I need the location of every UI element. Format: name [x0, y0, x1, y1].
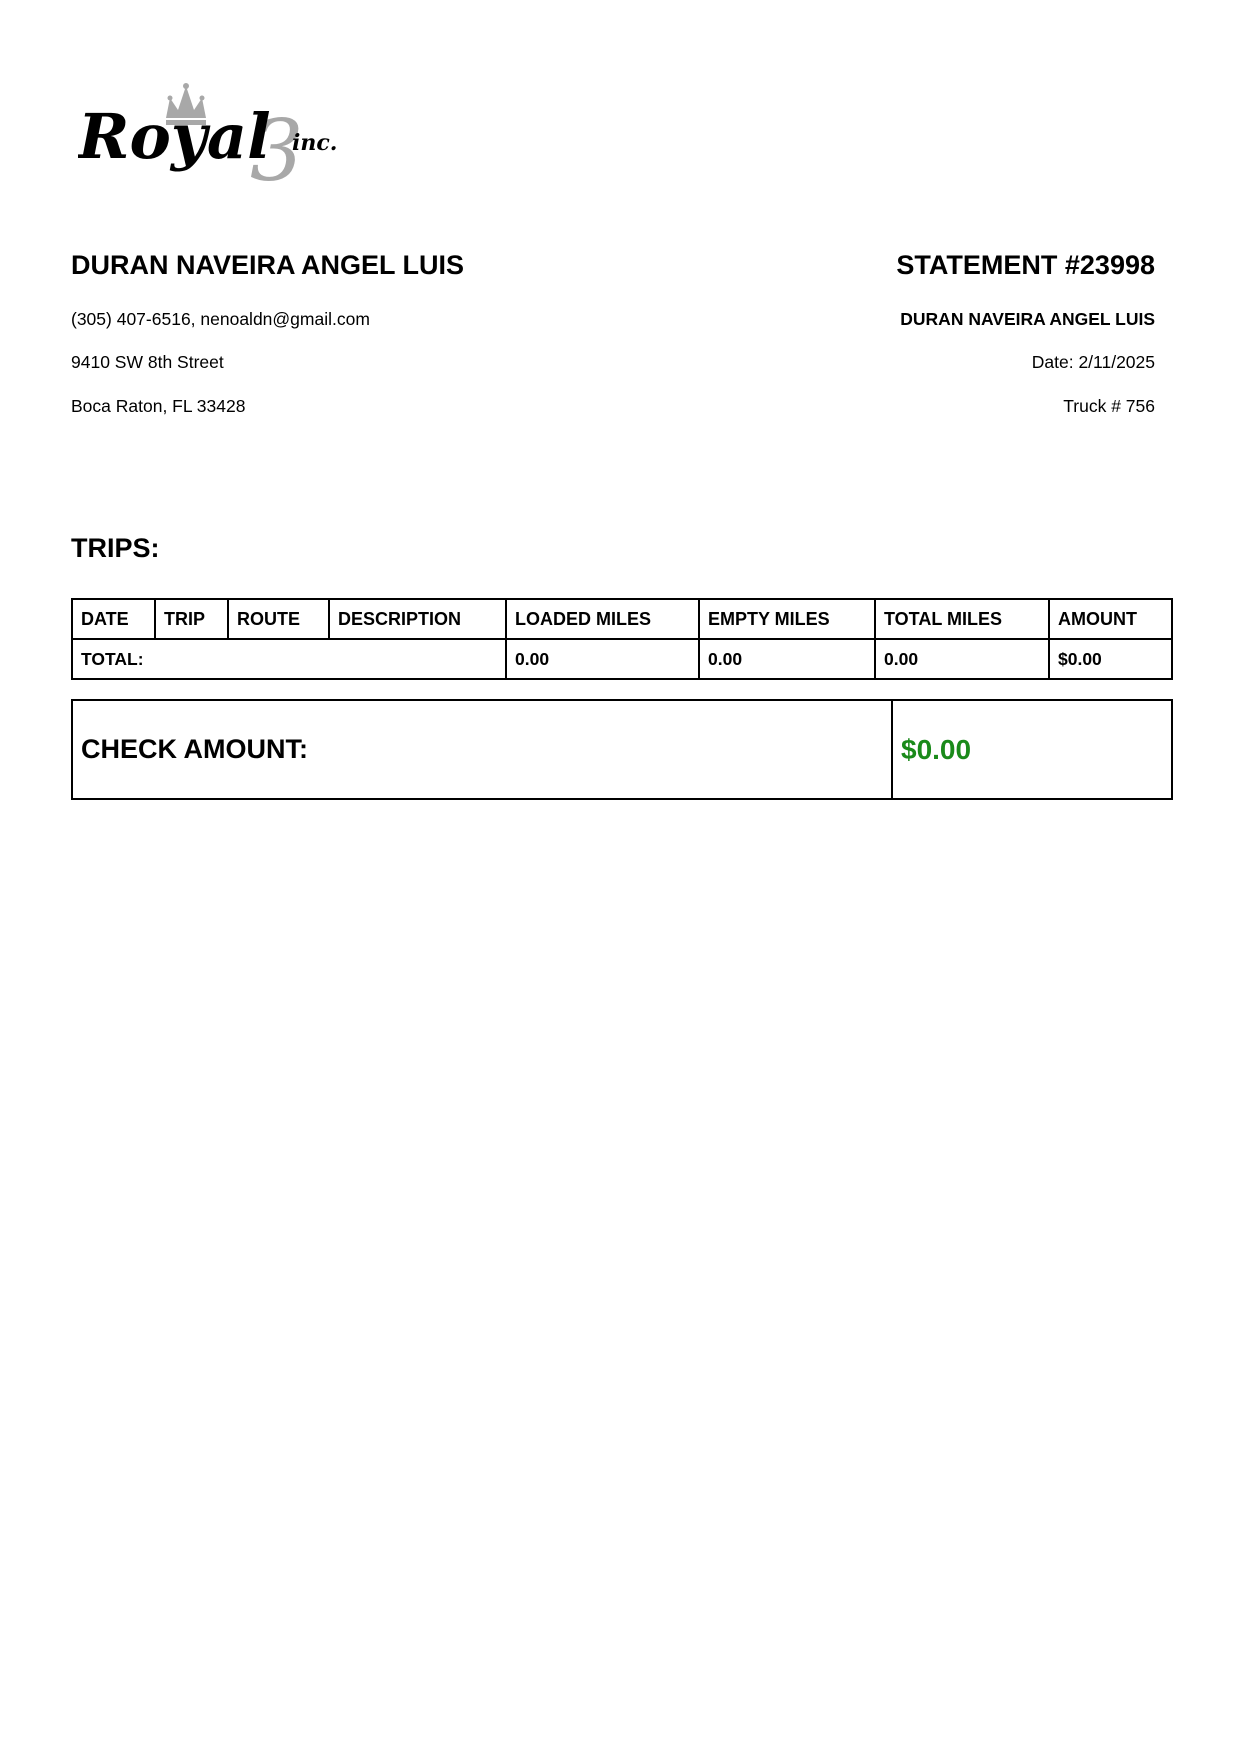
total-loaded-miles: 0.00: [506, 639, 699, 679]
logo-numeral: 3: [250, 102, 304, 190]
truck-number: Truck # 756: [1063, 396, 1155, 416]
total-label: TOTAL:: [72, 639, 506, 679]
check-amount-box: [71, 699, 1173, 800]
statement-date: Date: 2/11/2025: [1031, 352, 1155, 372]
column-header-total-miles: TOTAL MILES: [875, 599, 1049, 639]
driver-city: Boca Raton, FL 33428: [71, 396, 246, 416]
table-header-row: [72, 599, 1172, 639]
trips-table: [71, 598, 1173, 680]
total-amount: $0.00: [1049, 639, 1172, 679]
check-amount-value: $0.00: [892, 700, 1172, 799]
table-total-row: [72, 639, 1172, 679]
statement-driver-name: DURAN NAVEIRA ANGEL LUIS: [900, 309, 1155, 329]
total-empty-miles: 0.00: [699, 639, 875, 679]
driver-name: DURAN NAVEIRA ANGEL LUIS: [71, 250, 465, 280]
driver-street: 9410 SW 8th Street: [71, 352, 224, 372]
driver-contact: (305) 407-6516, nenoaldn@gmail.com: [71, 309, 370, 329]
trips-heading: TRIPS:: [71, 533, 160, 563]
column-header-empty-miles: EMPTY MILES: [699, 599, 875, 639]
column-header-trip: TRIP: [155, 599, 228, 639]
column-header-date: DATE: [72, 599, 155, 639]
logo-suffix: inc.: [292, 130, 338, 156]
column-header-amount: AMOUNT: [1049, 599, 1172, 639]
total-total-miles: 0.00: [875, 639, 1049, 679]
logo-script: Royal: [78, 100, 271, 173]
statement-title: STATEMENT #23998: [896, 250, 1155, 280]
crown-logo-icon: [78, 80, 378, 190]
check-amount-label: CHECK AMOUNT:: [72, 700, 892, 799]
column-header-description: DESCRIPTION: [329, 599, 506, 639]
column-header-route: ROUTE: [228, 599, 329, 639]
company-logo: [78, 80, 378, 190]
column-header-loaded-miles: LOADED MILES: [506, 599, 699, 639]
